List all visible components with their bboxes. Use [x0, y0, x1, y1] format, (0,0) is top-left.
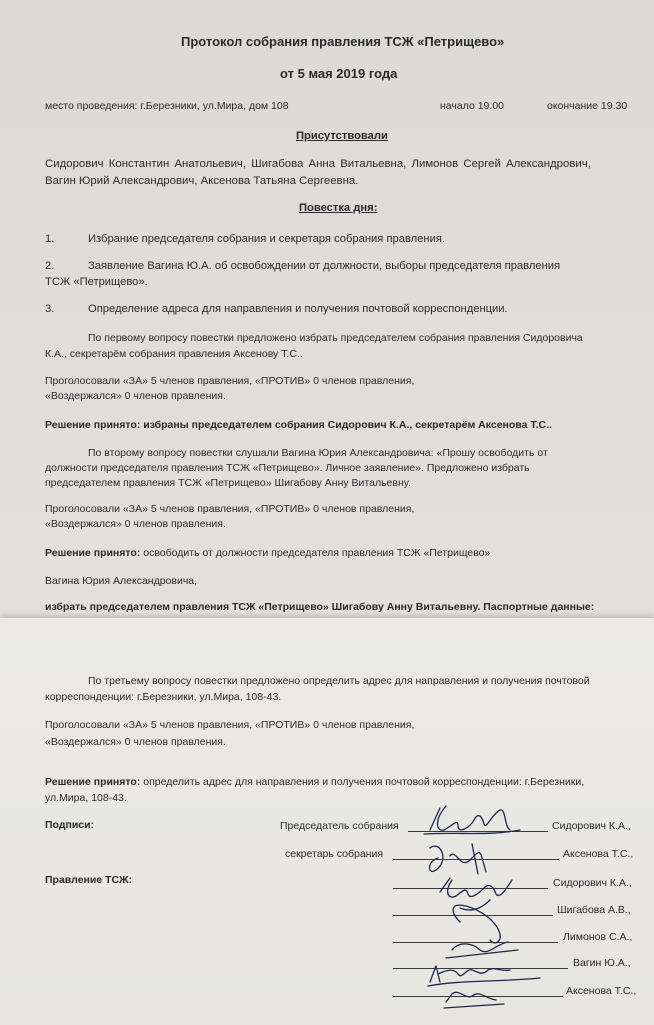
- handwritten-signatures: [400, 800, 530, 1010]
- document-date: от 5 мая 2019 года: [280, 66, 398, 81]
- decision-label: Решение принято:: [45, 419, 141, 431]
- present-heading: Присутствовали: [296, 130, 388, 142]
- agenda-item-number: 3.: [45, 303, 55, 315]
- present-list-line2: Вагин Юрий Александрович, Аксенова Татьяна Сергеевна.: [45, 175, 359, 187]
- q2-vote-line2: «Воздержался» 0 членов правления.: [45, 518, 226, 530]
- agenda-item-number: 1.: [45, 233, 55, 245]
- agenda-item-text-cont: ТСЖ «Петрищево».: [45, 276, 148, 288]
- present-list-line1: Сидорович Константин Анатольевич, Шигабова Анна Витальевна, Лимонов Сергей Александрович,: [45, 158, 591, 170]
- secretary-name: Аксенова Т.С.,: [563, 848, 634, 860]
- q2-text-line3: председателем правления ТСЖ «Петрищево» Шигабову Анну Витальевну.: [45, 477, 411, 489]
- q2-vote-line1: Проголосовали «ЗА» 5 членов правления, «ПРОТИВ» 0 членов правления,: [45, 503, 415, 515]
- overlay-page: [0, 617, 654, 1025]
- q1-vote-line1: Проголосовали «ЗА» 5 членов правления, «ПРОТИВ» 0 членов правления,: [45, 375, 415, 387]
- chair-role: Председатель собрания: [280, 820, 399, 832]
- q1-text-line1: По первому вопросу повестки предложено избрать председателем собрания правления Сидоровича: [88, 332, 583, 344]
- agenda-item-text: Заявление Вагина Ю.А. об освобождении от должности, выборы председателя правления: [88, 260, 561, 272]
- q3-text-line2: корреспонденции: г.Березники, ул.Мира, 108-43.: [45, 691, 282, 703]
- decision-label: Решение принято:: [45, 547, 141, 559]
- board-member-name: Вагин Ю.А.,: [573, 957, 631, 969]
- agenda-item-text: Определение адреса для направления и получения почтовой корреспонденции.: [88, 303, 508, 315]
- q3-text-line1: По третьему вопросу повестки предложено определить адрес для направления и получения почтовой: [88, 675, 590, 687]
- q2-decision: [45, 546, 490, 560]
- decision-text: определить адрес для направления и получения почтовой корреспонденции: г.Березники,: [140, 776, 585, 788]
- q3-vote-line2: «Воздержался» 0 членов правления.: [45, 736, 226, 748]
- signatures-label: Подписи:: [45, 819, 95, 831]
- meeting-place: место проведения: г.Березники, ул.Мира, дом 108: [45, 100, 289, 112]
- q1-text-line2: К.А., секретарём собрания правления Аксенову Т.С..: [45, 348, 303, 360]
- board-label: Правление ТСЖ:: [45, 874, 133, 886]
- meeting-start: начало 19.00: [440, 100, 504, 112]
- q2-text-line2: должности председателя правления ТСЖ «Петрищево». Личное заявление». Предложено избрать: [45, 462, 530, 474]
- q2-text-line1: По второму вопросу повестки слушали Вагина Юрия Александровича: «Прошу освободить от: [88, 447, 548, 459]
- board-member-name: Сидорович К.А.,: [553, 877, 632, 889]
- agenda-heading: Повестка дня:: [299, 202, 378, 214]
- decision-label: Решение принято:: [45, 776, 141, 788]
- meeting-end: окончание 19.30: [547, 100, 628, 112]
- board-member-name: Шигабова А.В.,: [557, 904, 631, 916]
- q3-decision-line2: ул.Мира, 108-43.: [45, 792, 127, 804]
- board-member-name: Лимонов С.А.,: [563, 931, 633, 943]
- document-title: Протокол собрания правления ТСЖ «Петрищево»: [181, 34, 505, 49]
- q2-elect-text: избрать председателем правления ТСЖ «Петрищево» Шигабову Анну Витальевну. Паспортные данные:: [45, 601, 595, 613]
- agenda-item-text: Избрание председателя собрания и секретаря собрания правления.: [88, 233, 445, 245]
- decision-text: освободить от должности председателя правления ТСЖ «Петрищево»: [140, 547, 491, 559]
- q1-vote-line2: «Воздержался» 0 членов правления.: [45, 390, 226, 402]
- q3-decision: [45, 775, 584, 789]
- board-member-name: Аксенова Т.С.,: [566, 985, 637, 997]
- agenda-item-number: 2.: [45, 260, 55, 272]
- q3-vote-line1: Проголосовали «ЗА» 5 членов правления, «ПРОТИВ» 0 членов правления,: [45, 719, 415, 731]
- decision-text: избраны председателем собрания Сидорович К.А., секретарём Аксенова Т.С..: [140, 419, 552, 431]
- q1-decision: [45, 418, 552, 432]
- chair-name: Сидорович К.А.,: [552, 820, 631, 832]
- q2-decision-name: Вагина Юрия Александровича,: [45, 575, 198, 587]
- secretary-role: секретарь собрания: [285, 848, 384, 860]
